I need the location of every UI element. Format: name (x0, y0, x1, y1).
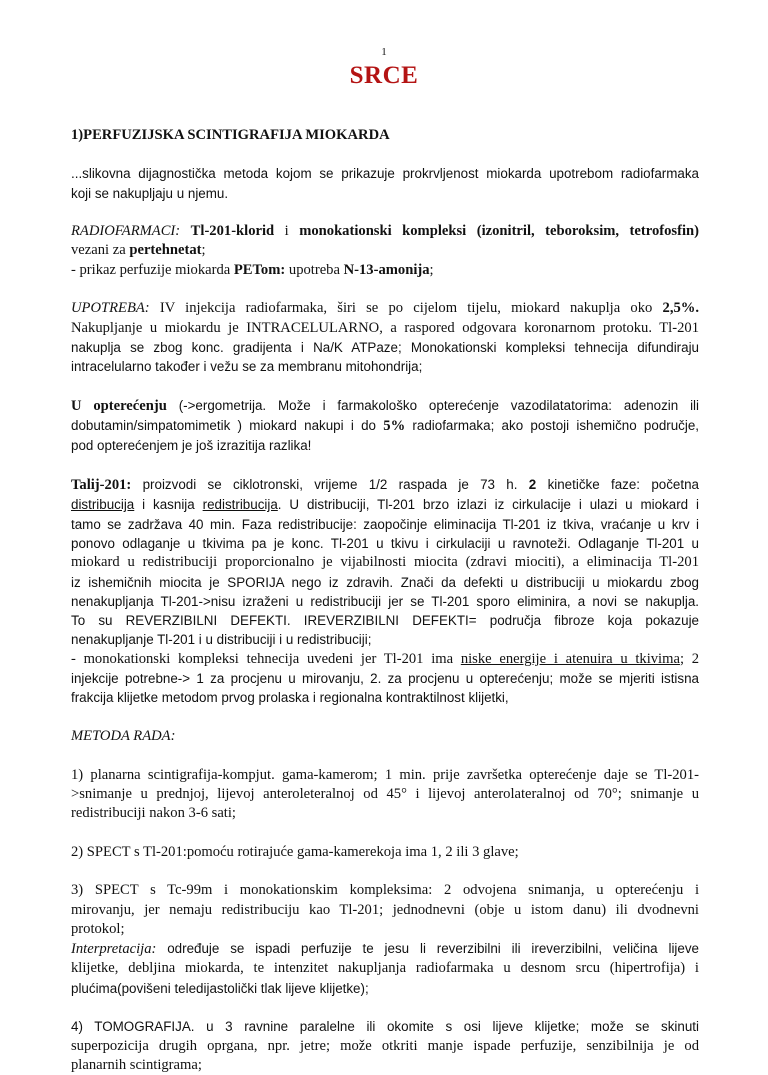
text-line: plućima(povišeni teledijastolički tlak lijeve klijetke); (71, 980, 369, 996)
section-heading: 1)PERFUZIJSKA SCINTIGRAFIJA MIOKARDA (71, 127, 390, 143)
text-line (71, 396, 699, 416)
bold-term: pertehnetat (129, 242, 202, 259)
bold-term: monokationski kompleksi (izonitril, teboroksim, tetrofosfin) (299, 223, 699, 240)
text-run: kinetičke faze: početna (536, 477, 699, 493)
text-line: planarnih scintigrama; (71, 1056, 202, 1073)
text-run: upotreba (285, 261, 344, 278)
text-line: nenakupljanje Tl-201 i u distribuciji i u redistribuciji; (71, 632, 372, 648)
text-line: To su REVERZIBILNI DEFEKTI. IREVERZIBILNI DEFEKTI= područja fibroze koja pokazuje (71, 613, 699, 629)
method-1-paragraph (71, 766, 699, 824)
metoda-label: METODA RADA: (71, 727, 176, 744)
text-line: nenakupljanja Tl-201->nisu izraženi u redistribuciji jer se Tl-201 sporo eliminira, a novi se nakuplja. (71, 593, 699, 609)
underlined-term: redistribucija (202, 497, 278, 513)
radiofarmaci-label: RADIOFARMACI: (71, 223, 181, 240)
text-line (71, 495, 699, 514)
text-line (71, 222, 699, 241)
page-title: SRCE (349, 62, 419, 89)
text-run: ; 2 (679, 650, 700, 667)
talij-paragraph (71, 475, 699, 708)
text-run: ; (201, 242, 206, 259)
text-line (71, 261, 699, 280)
text-run: i kasnija (134, 497, 203, 513)
text-line: klijetke, debljina miokarda, te intenzitet nakupljanja radiofarmaka u desnom srcu (hipertrofija) i (71, 960, 699, 977)
method-4-paragraph (71, 1017, 699, 1075)
text-line (71, 299, 699, 318)
text-line (71, 416, 699, 436)
text-line: 1) planarna scintigrafija-kompjut. gama-kamerom; 1 min. prije završetka opterećenje daje se Tl-201- (71, 766, 699, 783)
underlined-term: distribucija (71, 497, 135, 513)
text-line: miokard u redistribuciji proporcionalno je vijabilnosti miocita (zdravi miociti), a eliminacija Tl-201 (71, 554, 699, 571)
text-line: 2) SPECT s Tl-201:pomoću rotirajuće gama-kamerekoja ima 1, 2 ili 3 glave; (71, 843, 519, 860)
upotreba-label: UPOTREBA: (71, 300, 150, 317)
text-line: protokol; (71, 920, 125, 937)
text-line: mirovanju, jer nemaju redistribuciju kao Tl-201; jednodnevni (obje u istom danu) ili dvodnevni (71, 901, 699, 918)
method-3-paragraph (71, 881, 699, 998)
text-line: redistribuciji nakon 3-6 sati; (71, 805, 236, 822)
bold-term: U opterećenju (71, 397, 167, 414)
text-run: određuje se ispadi perfuzije te jesu li reverzibilni ili ireverzibilni, veličina lijeve (156, 941, 699, 957)
interpretacija-label: Interpretacija: (71, 941, 157, 958)
bold-term: N-13-amonija (343, 261, 430, 278)
text-line: nakuplja se zbog konc. gradijenta i Na/K ATPaze; Monokationski kompleksi tehnecija difundiraju (71, 339, 699, 355)
text-run: proizvodi se ciklotronski, vrijeme 1/2 raspada je 73 h. (131, 477, 529, 493)
bold-term: PETom: (233, 261, 286, 278)
bold-term: 2,5%. (662, 300, 699, 317)
text-line: >snimanje u prednjoj, lijevoj anteroleteralnoj od 45° i lijevoj anterolateralnoj od 70°; snimanje u (71, 785, 699, 802)
text-line (71, 241, 699, 260)
page-number: 1 (381, 46, 387, 58)
bold-term: Talij-201: (71, 477, 132, 494)
text-line: intracelularno također i vežu se za membranu mitohondrija; (71, 359, 423, 375)
text-run: IV injekcija radiofarmaka, širi se po cijelom tijelu, miokard nakuplja oko (149, 300, 663, 317)
text-run: i (274, 223, 300, 240)
text-run: dobutamin/simpatomimetik ) miokard nakupi i do (71, 418, 384, 434)
bold-term: 2 (528, 477, 537, 493)
radiofarmaci-paragraph (71, 222, 699, 280)
text-run: . U distribuciji, Tl-201 brzo izlazi iz cirkulacije i ulazi u miokard i (277, 497, 699, 513)
bold-term: 5% (383, 418, 406, 435)
text-run: (->ergometrija. Može i farmakološko opterećenje vazodilatatorima: adenozin ili (166, 397, 699, 413)
text-line: 4) TOMOGRAFIJA. u 3 ravnine paralelne ili okomite s osi lijeve klijetke; može se skinuti (71, 1019, 699, 1035)
underlined-term: niske energije i atenuira u tkivima (460, 650, 680, 667)
metoda-heading (71, 727, 699, 746)
text-line (71, 650, 699, 669)
text-line: pod opterećenjem je još izrazitija razlika! (71, 438, 312, 454)
text-line: frakcija klijetke metodom prvog prolaska i regionalna kontraktilnost klijetki, (71, 690, 509, 706)
text-line: koji se nakupljaju u njemu. (71, 185, 229, 201)
intro-paragraph (71, 164, 699, 203)
text-line: tamo se zadržava 40 min. Faza redistribucije: zaopočinje eliminacija Tl-201 iz tkiva, vraćanje u krv i (71, 516, 699, 532)
opterecenje-paragraph (71, 396, 699, 456)
text-line: ponovo odlaganje u tkivima pa je konc. Tl-201 u tkivu i cirkulaciji u ravnoteži. Odlaganje Tl-201 u (71, 535, 699, 551)
text-line: injekcije potrebne-> 1 za procjenu u mirovanju, 2. za procjenu u opterećenju; može se mjeriti istisna (71, 671, 699, 687)
text-line: iz ishemičnih miocita je SPORIJA nego iz zdravih. Znači da defekti u distribuciji u miokardu zbog (71, 574, 699, 590)
text-line (71, 939, 699, 959)
text-line: superpozicija drugih oprgana, npr. jetre; može otkriti manje ispade perfuzije, senzibilnija je od (71, 1037, 699, 1054)
upotreba-paragraph (71, 299, 699, 376)
text-line (71, 475, 699, 495)
method-2-paragraph (71, 843, 699, 862)
text-run: ; (429, 261, 434, 278)
text-line: 3) SPECT s Tc-99m i monokationskim kompleksima: 2 odvojena snimanja, u opterećenju i (71, 882, 699, 899)
document-body (71, 126, 699, 1075)
text-run: - monokationski kompleksi tehnecija uvedeni jer Tl-201 ima (71, 650, 461, 667)
text-line: ...slikovna dijagnostička metoda kojom se prikazuje prokrvljenost miokarda upotrebom radiofarmaka (71, 166, 699, 182)
text-run: radiofarmaka; ako postoji ishemično područje, (405, 418, 700, 434)
text-line: Nakupljanje u miokardu je INTRACELULARNO, a raspored odgovara koronarnom protoku. Tl-201 (71, 319, 699, 336)
bold-term: Tl-201-klorid (190, 223, 275, 240)
text-run: vezani za (71, 242, 130, 259)
text-run: - prikaz perfuzije miokarda (71, 261, 234, 278)
